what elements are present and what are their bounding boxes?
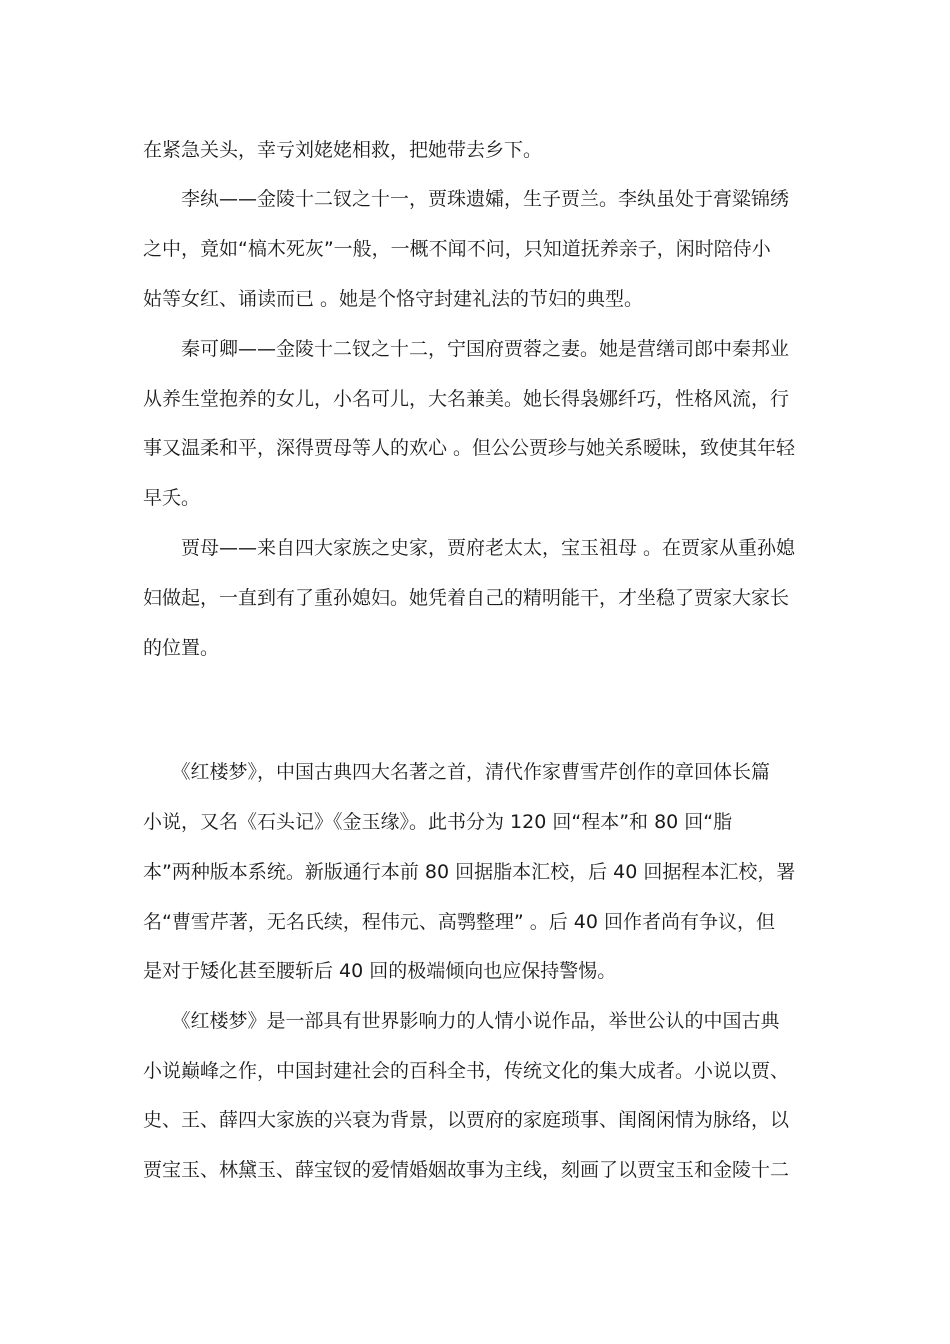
text-line: 小说，又名《石头记》《金玉缘》。此书分为 120 回“程本”和 80 回“脂 — [143, 811, 733, 833]
text-line: 事又温柔和平，深得贾母等人的欢心 。但公公贾珍与她关系暧昧，致使其年轻 — [143, 437, 796, 459]
text-line: 《红楼梦》，中国古典四大名著之首，清代作家曹雪芹创作的章回体长篇 — [143, 761, 771, 783]
text-line: 史、王、薛四大家族的兴衰为背景，以贾府的家庭琐事、闺阁闲情为脉络，以 — [143, 1109, 790, 1131]
text-line: 贾宝玉、林黛玉、薛宝钗的爱情婚姻故事为主线，刻画了以贾宝玉和金陵十二 — [143, 1159, 790, 1181]
text-line: 秦可卿——金陵十二钗之十二，宁国府贾蓉之妻。她是营缮司郎中秦邦业 — [143, 338, 790, 360]
text-line: 的位置。 — [143, 637, 220, 659]
text-line: 李纨——金陵十二钗之十一，贾珠遗孀，生子贾兰。李纨虽处于膏粱锦绣 — [143, 188, 790, 210]
text-line: 《红楼梦》是一部具有世界影响力的人情小说作品，举世公认的中国古典 — [143, 1010, 780, 1032]
text-line: 妇做起，一直到有了重孙媳妇。她凭着自己的精明能干，才坐稳了贾家大家长 — [143, 587, 790, 609]
text-line: 之中，竟如“槁木死灰”一般，一概不闻不问，只知道抚养亲子，闲时陪侍小 — [143, 238, 771, 260]
text-line: 小说巅峰之作，中国封建社会的百科全书，传统文化的集大成者。小说以贾、 — [143, 1060, 790, 1082]
text-line: 从养生堂抱养的女儿，小名可儿，大名兼美。她长得袅娜纤巧，性格风流，行 — [143, 388, 790, 410]
text-line: 在紧急关头，幸亏刘姥姥相救，把她带去乡下。 — [143, 139, 543, 161]
text-line: 早夭。 — [143, 487, 201, 509]
text-line: 本”两种版本系统。新版通行本前 80 回据脂本汇校，后 40 回据程本汇校，署 — [143, 861, 796, 883]
text-line: 姑等女红、诵读而已 。她是个恪守封建礼法的节妇的典型。 — [143, 288, 644, 310]
text-line: 贾母——来自四大家族之史家，贾府老太太，宝玉祖母 。在贾家从重孙媳 — [143, 537, 796, 559]
text-line: 是对于矮化甚至腰斩后 40 回的极端倾向也应保持警惕。 — [143, 960, 617, 982]
text-line: 名“曹雪芹著，无名氏续，程伟元、高鹗整理” 。后 40 回作者尚有争议，但 — [143, 911, 775, 933]
